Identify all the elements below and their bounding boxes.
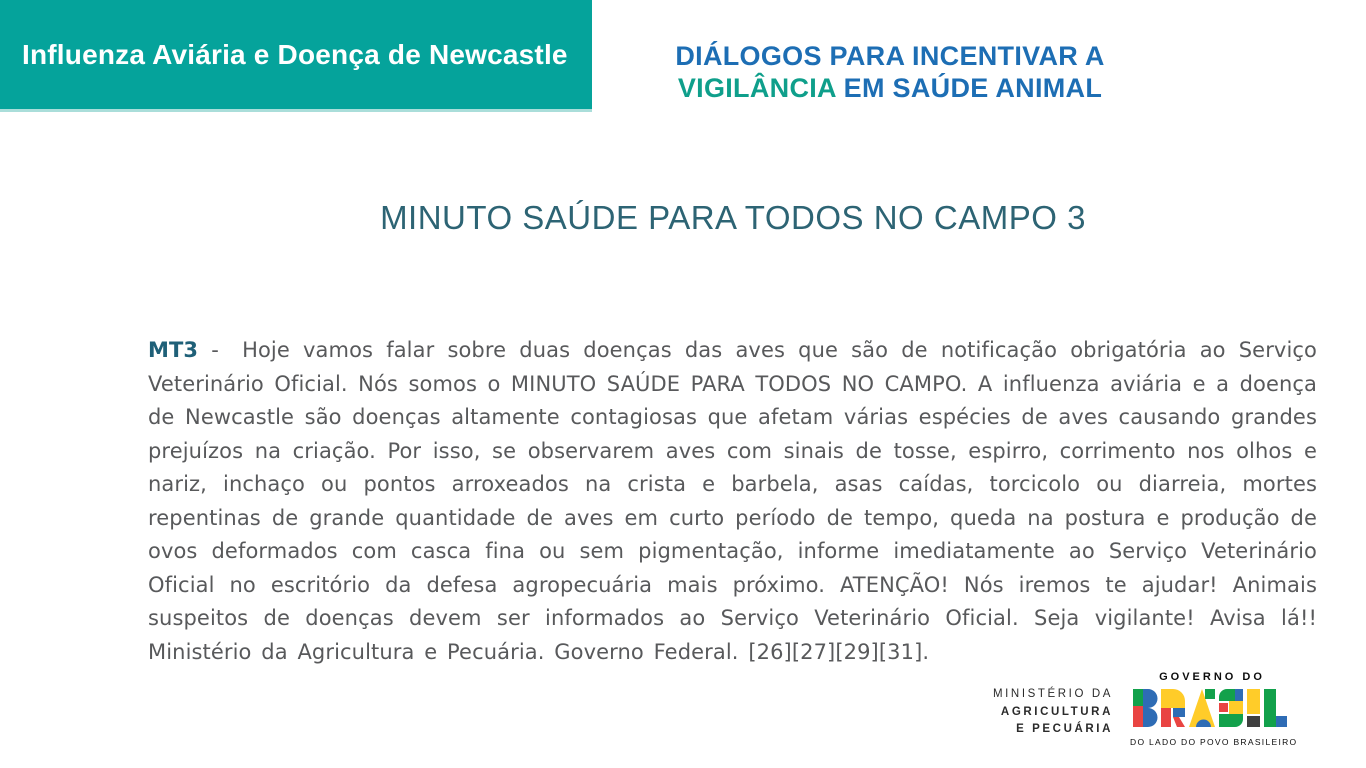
program-title — [610, 40, 1170, 104]
script-paragraph — [148, 334, 1317, 669]
program-title-line2 — [610, 72, 1170, 104]
topic-banner-title: Influenza Aviária e Doença de Newcastle — [22, 38, 568, 70]
section-heading: MINUTO SAÚDE PARA TODOS NO CAMPO 3 — [380, 199, 1086, 236]
ministry-line2: AGRICULTURA — [1000, 705, 1113, 718]
ministry-line3: E PECUÁRIA — [1016, 723, 1113, 735]
program-title-line2-rest: EM SAÚDE ANIMAL — [835, 73, 1103, 103]
ministry-line1: MINISTÉRIO DA — [992, 688, 1113, 700]
script-separator: - — [198, 338, 233, 362]
script-label: MT3 — [148, 338, 199, 362]
script-text: Hoje vamos falar sobre duas doenças das aves que são de notificação obrigatória ao Serviço Veterinário Oficial. Nós somos o MINUTO SAÚDE PARA TODOS NO CAMPO. A influenza aviária e a doença de Newcastle são doenças altamente contagiosas que afetam várias espécies de aves causando grandes prejuízos na criação. Por isso, se observarem aves com sinais de tosse, espirro, corrimento nos olhos e nariz, inchaço ou pontos arroxeados na crista e barbela, asas caídas, torcicolo ou diarreia, mortes repentinas de grande quantidade de aves em curto período de tempo, queda na postura e produção de ovos deformados com casca fina ou sem pigmentação, informe imediatamente ao Serviço Veterinário Oficial no escritório da defesa agropecuária mais próximo. ATENÇÃO! Nós iremos te ajudar! Animais suspeitos de doenças devem ser informados ao Serviço Veterinário Oficial. Seja vigilante! Avisa lá!! Ministério da Agricultura e Pecuária. Governo Federal. [26][27][29][31]. — [148, 338, 1317, 664]
program-title-highlight: VIGILÂNCIA — [677, 73, 836, 103]
govbr-logo-bottom-text: DO LADO DO POVO BRASILEIRO — [1130, 737, 1298, 747]
topic-banner — [0, 0, 592, 112]
program-title-line1: DIÁLOGOS PARA INCENTIVAR A — [675, 41, 1105, 71]
ministry-logo-text — [955, 686, 1113, 739]
govbr-logo-top-text: GOVERNO DO — [1159, 671, 1265, 683]
govbr-logo — [1130, 671, 1298, 747]
brasil-wordmark-icon — [1133, 686, 1291, 730]
